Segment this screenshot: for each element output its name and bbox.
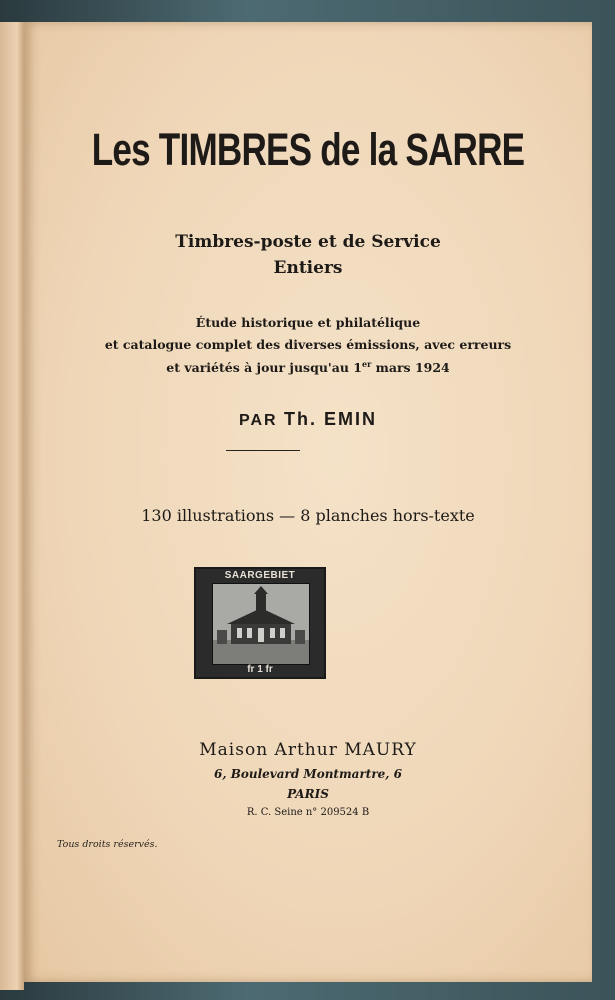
description-line-3-end: mars 1924 — [371, 360, 450, 376]
stamp-picture — [212, 583, 310, 665]
author-name: Th. EMIN — [284, 409, 378, 429]
left-page-edge — [0, 22, 24, 990]
book-title: Les TIMBRES de la SARRE — [91, 124, 525, 175]
author-prefix: PAR — [238, 412, 278, 429]
registry-number: R. C. Seine n° 209524 B — [246, 807, 370, 818]
divider-rule — [226, 450, 300, 451]
description-line-3-start: et variétés à jour jusqu'au 1 — [166, 360, 362, 376]
description-line-2: et catalogue complet des diverses émissions, avec erreurs — [104, 337, 512, 352]
illustrations-note: 130 illustrations — 8 planches hors-texte — [141, 506, 475, 525]
publisher-city: PARIS — [287, 787, 329, 801]
rights-notice: Tous droits réservés. — [57, 839, 158, 850]
publisher-address: 6, Boulevard Montmartre, 6 — [214, 767, 402, 781]
description-line-3-superscript: er — [361, 359, 372, 369]
publisher-name: Maison Arthur MAURY — [199, 740, 417, 760]
description-line-1: Étude historique et philatélique — [195, 315, 421, 330]
subtitle-line-1: Timbres-poste et de Service — [175, 232, 441, 252]
description-line-3 — [24, 359, 592, 375]
stamp-value: fr 1 fr — [247, 664, 273, 675]
church-icon — [213, 584, 309, 664]
stamp-banner: SAARGEBIET — [224, 570, 296, 581]
subtitle-line-2: Entiers — [273, 258, 343, 278]
author-line — [24, 409, 592, 430]
stamp-image — [194, 567, 326, 679]
title-page — [24, 22, 592, 982]
